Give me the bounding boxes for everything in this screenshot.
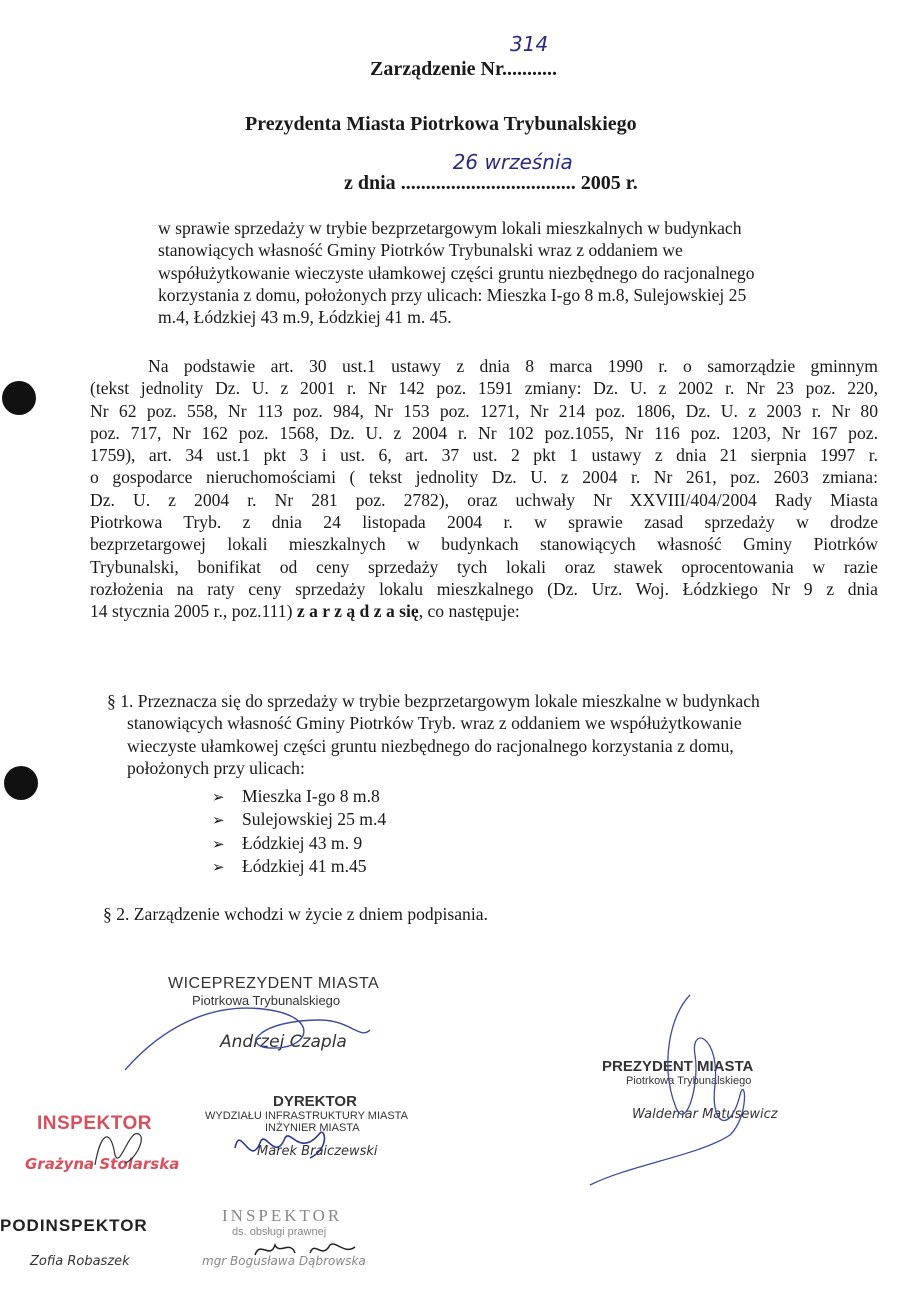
signer-name: Grażyna Stolarska [25,1155,180,1173]
signer-name: Andrzej Czapla [220,1032,347,1052]
director-signature [230,1118,340,1173]
basis-line: rozłożenia na raty ceny sprzedaży lokalu mieszkalnego (Dz. Urz. Woj. Łódzkiego Nr 9 z dnia [90,578,878,599]
stamp-title: INSPEKTOR [222,1206,343,1225]
subject-line: współużytkowanie wieczyste ułamkowej części gruntu niezbędnego do racjonalnego [158,262,755,283]
stamp-title: DYREKTOR [273,1093,357,1110]
date-line: z dnia ................................... 26 września 2005 r. [344,150,638,194]
punch-hole-bottom [4,766,38,800]
paragraph-1-line: stanowiących własność Gminy Piotrków Tryb. wraz z oddaniem we współużytkowanie [127,713,742,734]
basis-line: o gospodarce nieruchomościami ( tekst jednolity Dz. U. z 2004 r. Nr 261, poz. 2603 zmiana: [90,467,878,488]
arrow-bullet-icon: ➢ [212,834,225,853]
punch-hole-top [2,381,36,415]
basis-line: Piotrkowa Tryb. z dnia 24 listopada 2004 r. w sprawie zasad sprzedaży w drodze [90,512,878,533]
issuer-line: Prezydenta Miasta Piotrkowa Trybunalskiego [245,113,637,135]
stamp-subtitle: ds. obsługi prawnej [232,1226,327,1238]
signer-name: Marek Braiczewski [257,1144,378,1159]
legal-basis-block [90,355,878,623]
signer-name: mgr Bogusława Dąbrowska [202,1254,366,1268]
stamp-line: INŻYNIER MIASTA [265,1122,360,1134]
stamp-title: WICEPREZYDENT MIASTA [168,975,380,992]
subject-line: korzystania z domu, położonych przy ulicach: Mieszka I-go 8 m.8, Sulejowskiej 25 [158,284,747,305]
stamp-title: INSPEKTOR [37,1113,153,1134]
president-signature [590,985,790,1195]
paragraph-1-line: położonych przy ulicach: [127,757,305,778]
basis-last-line: 14 stycznia 2005 r., poz.111) z a r z ą d z a się, co następuje: [90,601,520,622]
basis-line: (tekst jednolity Dz. U. z 2001 r. Nr 142 poz. 1591 zmiany: Dz. U. z 2002 r. Nr 23 poz. 220, [90,378,878,399]
stamp-line: WYDZIAŁU INFRASTRUKTURY MIASTA [205,1110,408,1122]
subject-line: w sprawie sprzedaży w trybie bezprzetargowym lokali mieszkalnych w budynkach [158,218,742,238]
subinspector-stamp [0,1216,148,1269]
subject-line: m.4, Łódzkiej 43 m.9, Łódzkiej 41 m. 45. [158,307,452,328]
stamp-title: PODINSPEKTOR [0,1216,148,1235]
list-item: ➢ Łódzkiej 41 m.45 [212,855,386,878]
paragraph-1 [107,690,867,779]
list-item: ➢ Łódzkiej 43 m. 9 [212,832,386,855]
basis-line: Nr 62 poz. 558, Nr 113 poz. 984, Nr 153 poz. 1271, Nr 214 poz. 1806, Dz. U. z 2003 r. Nr 80 [90,400,878,421]
basis-line: Trybunalski, bonifikat od ceny sprzedaży tych lokali oraz stawek oprocentowania w razie [90,556,878,577]
list-item: ➢ Mieszka I-go 8 m.8 [212,785,386,808]
stamp-title: PREZYDENT MIASTA [602,1058,754,1075]
basis-line: poz. 717, Nr 162 poz. 1568, Dz. U. z 2004 r. Nr 102 poz.1055, Nr 116 poz. 1203, Nr 167 poz. [90,422,878,443]
street-list [212,785,386,878]
subject-line: stanowiących własność Gminy Piotrków Trybunalski wraz z oddaniem we [158,240,683,261]
basis-line: Dz. U. z 2004 r. Nr 281 poz. 2782), oraz uchwały Nr XXVIII/404/2004 Rady Miasta [90,489,878,510]
decision-phrase: z a r z ą d z a się [296,601,419,622]
document-title: Zarządzenie Nr........... 314 [370,32,558,80]
handwritten-date: 26 września [452,150,573,174]
paragraph-1-line: § 1. Przeznacza się do sprzedaży w trybie bezprzetargowym lokale mieszkalne w budynkach [107,691,760,711]
stamp-subtitle: Piotrkowa Trybunalskiego [626,1075,752,1087]
list-item: ➢ Sulejowskiej 25 m.4 [212,808,386,831]
signer-name: Waldemar Matusewicz [632,1107,778,1122]
basis-line: 1759), art. 34 ust.1 pkt 3 i ust. 6, art. 37 ust. 2 pkt 1 ustawy z dnia 21 sierpnia 1997 r. [90,445,878,466]
paragraph-1-line: wieczyste ułamkowej części gruntu niezbędnego do racjonalnego korzystania z domu, [127,735,734,756]
vice-president-signature [120,990,380,1080]
handwritten-number: 314 [510,32,549,56]
arrow-bullet-icon: ➢ [212,788,225,806]
subject-block [158,217,858,328]
legal-inspector-signature [250,1235,360,1265]
paragraph-2: § 2. Zarządzenie wchodzi w życie z dniem podpisania. [103,904,488,924]
basis-line: bezprzetargowej lokali mieszkalnych w budynkach stanowiących własność Gminy Piotrków [90,534,878,555]
inspector-signature [85,1115,155,1175]
basis-line: Na podstawie art. 30 ust.1 ustawy z dnia 8 marca 1990 r. o samorządzie gminnym [148,356,878,376]
arrow-bullet-icon: ➢ [212,811,225,830]
arrow-bullet-icon: ➢ [212,857,225,876]
stamp-subtitle: Piotrkowa Trybunalskiego [192,993,341,1008]
signer-name: Zofia Robaszek [30,1254,130,1269]
